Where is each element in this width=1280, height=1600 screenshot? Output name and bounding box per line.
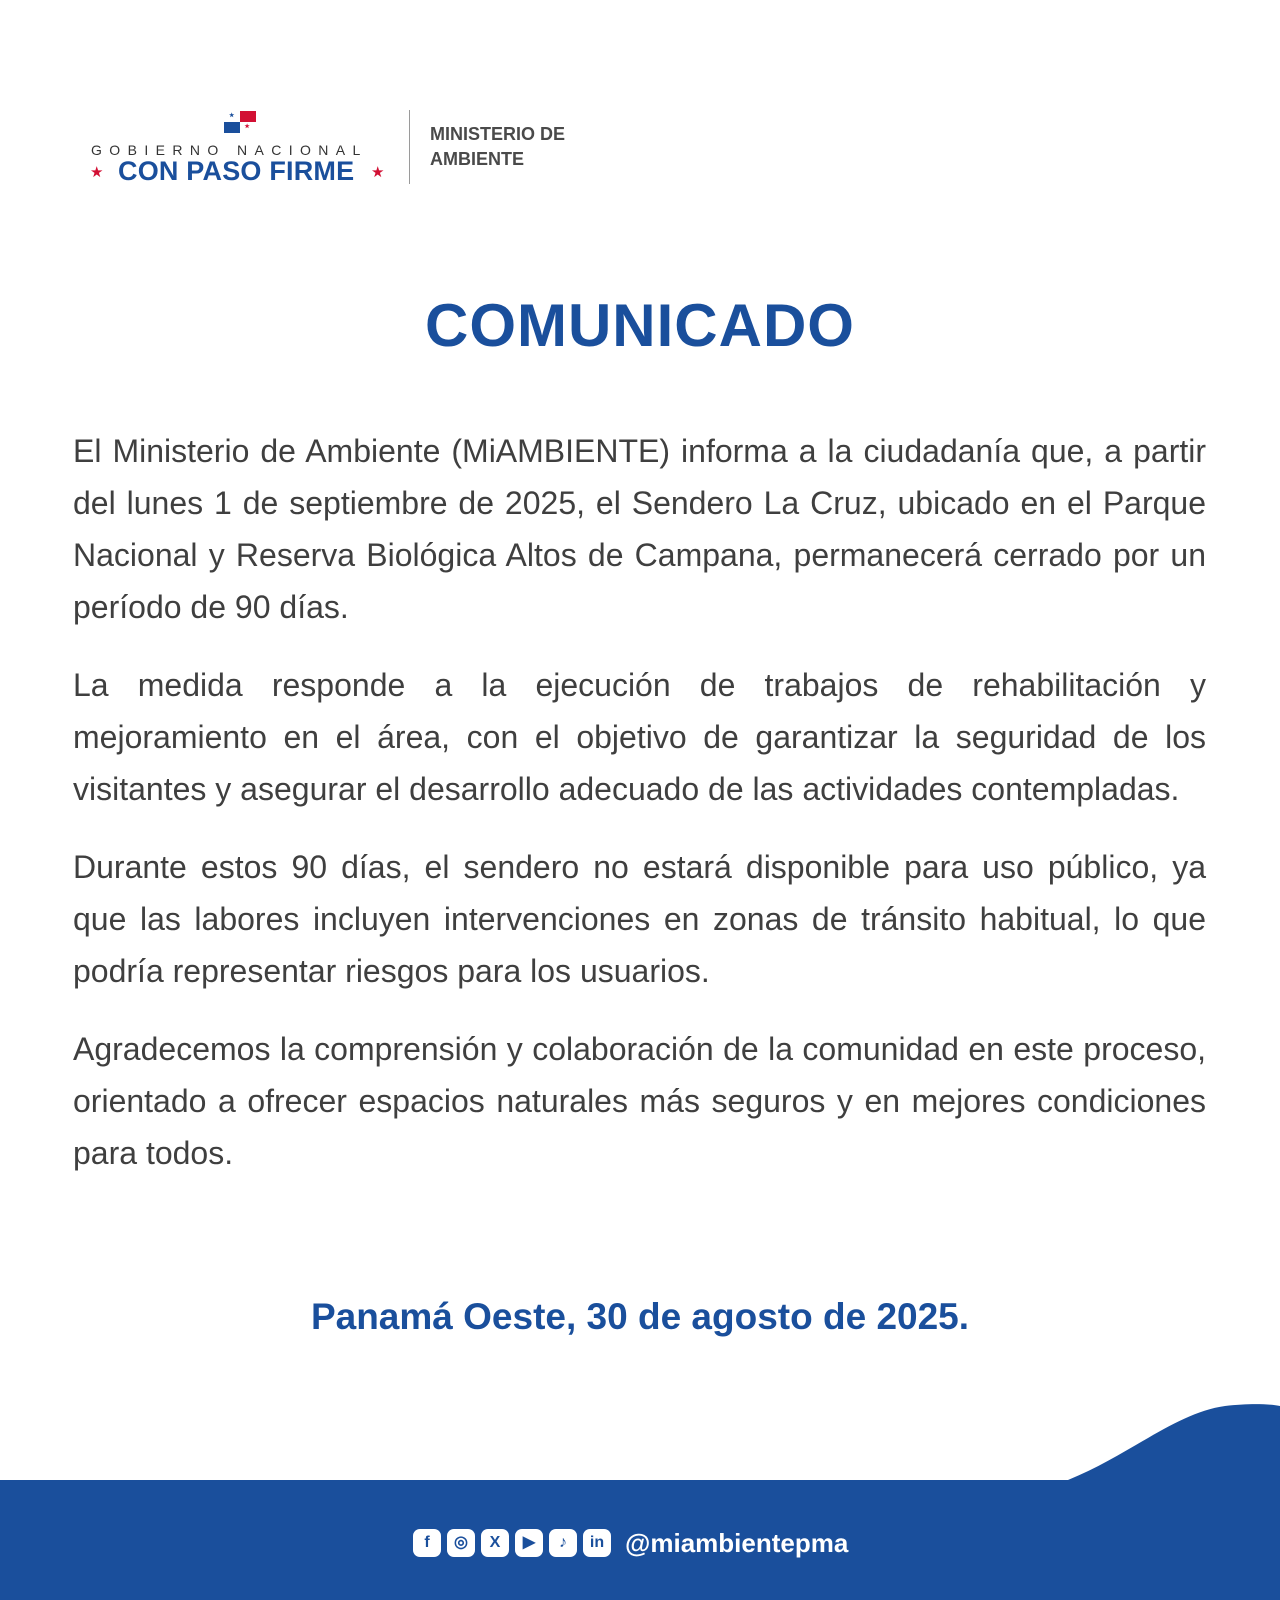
ministry-name [430,122,630,172]
paragraph-2: La medida responde a la ejecución de trabajos de rehabilitación y mejoramiento en el área, con el objetivo de garantizar la seguridad de los visitantes y asegurar el desarrollo adecuado de las actividades contempladas. [73,667,1206,807]
facebook-icon[interactable]: f [413,1529,441,1557]
tiktok-icon[interactable]: ♪ [549,1529,577,1557]
ministry-name-line-1: MINISTERIO DE [430,124,566,144]
gobierno-nacional-label: GOBIERNO NACIONAL [91,142,368,158]
paragraph-4: Agradecemos la comprensión y colaboración de la comunidad en este proceso, orientado a ofrecer espacios naturales más seguros y en mejores condiciones para todos. [73,1031,1206,1171]
social-handle[interactable]: @miambientepma [625,1527,849,1558]
logo-divider [409,110,410,184]
paragraph-3: Durante estos 90 días, el sendero no estará disponible para uso público, ya que las labores incluyen intervenciones en zonas de tránsito habitual, lo que podría representar riesgos para los usuarios. [73,849,1206,989]
place-and-date: Panamá Oeste, 30 de agosto de 2025. [310,1296,970,1337]
instagram-icon[interactable]: ◎ [447,1529,475,1557]
panama-flag-icon [224,111,256,133]
motto-label: CON PASO FIRME [118,156,355,186]
page-title: COMUNICADO [425,292,855,359]
communique-body [73,425,1206,1205]
footer-wave-band [0,1395,1280,1600]
star-icon-right: ★ [371,164,385,181]
paragraph-1: El Ministerio de Ambiente (MiAMBIENTE) informa a la ciudadanía que, a partir del lunes 1 de septiembre de 2025, el Sendero La Cruz, ubicado en el Parque Nacional y Reserva Biológica Altos de Campana, permanecerá cerrado por un período de 90 días. [73,433,1206,625]
social-media-bar [413,1525,848,1561]
x-icon[interactable]: X [481,1529,509,1557]
ministry-name-line-2: AMBIENTE [430,149,524,169]
youtube-icon[interactable]: ▶ [515,1529,543,1557]
government-logo-header [88,108,608,188]
star-icon-left: ★ [90,164,104,181]
linkedin-icon[interactable]: in [583,1529,611,1557]
